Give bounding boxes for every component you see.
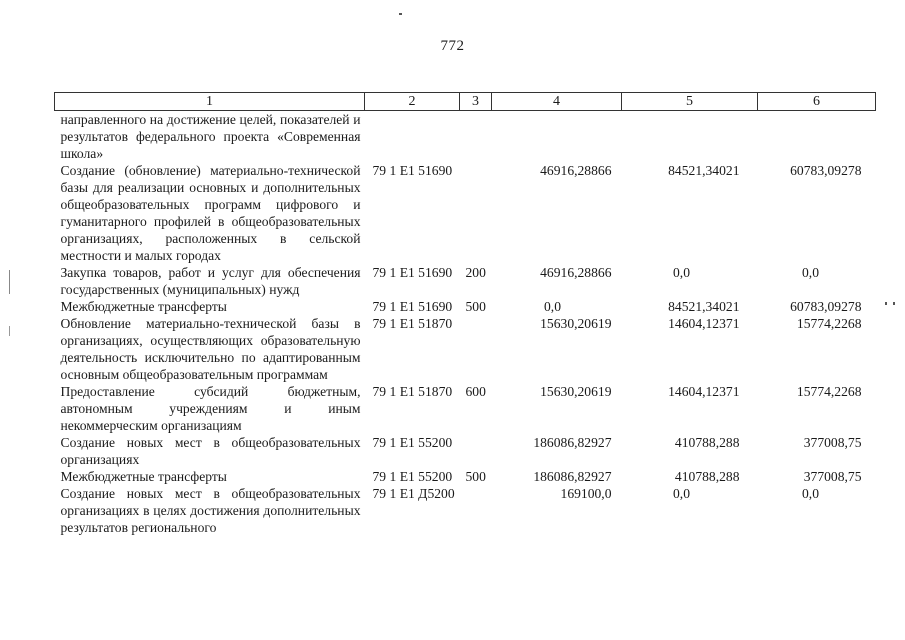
column-header-3: 3 <box>460 93 492 111</box>
table-row <box>55 264 876 298</box>
row-value-col6: 60783,09278 <box>790 163 862 178</box>
scan-speck <box>885 302 887 305</box>
row-expense-type: 500 <box>465 469 486 484</box>
row-value-col5: 0,0 <box>673 265 690 280</box>
row-value-col4: 15630,20619 <box>540 316 612 331</box>
row-value-col5: 410788,288 <box>674 435 740 450</box>
row-name: Обновление материально-технической базы в организациях, осуществляющих образовательную деятельность исключительно по адаптированным основным общеобразовательным программам <box>60 316 361 382</box>
row-name: Создание новых мест в общеобразовательных организациях в целях достижения дополнительных результатов регионального <box>60 486 361 535</box>
row-value-col4: 46916,28866 <box>540 265 612 280</box>
row-expense-type <box>460 315 492 383</box>
row-value-col6: 60783,09278 <box>790 299 862 314</box>
row-value-col6: 0,0 <box>802 265 819 280</box>
scan-speck <box>399 13 402 15</box>
row-value-col6: 0,0 <box>802 486 819 501</box>
row-name: направленного на достижение целей, показателей и результатов федерального проекта «Современная школа» <box>60 112 361 161</box>
row-code: 79 1 Е1 51690 <box>372 299 453 314</box>
row-name: Предоставление субсидий бюджетным, автономным учреждениям и иным некоммерческим организациям <box>60 384 361 433</box>
column-header-6: 6 <box>758 93 876 111</box>
row-value-col5 <box>622 111 758 163</box>
row-code: 79 1 Е1 51870 <box>372 316 453 331</box>
table-row <box>55 162 876 264</box>
row-expense-type <box>460 162 492 264</box>
row-value-col4 <box>492 111 622 163</box>
row-value-col6: 377008,75 <box>803 469 862 484</box>
row-name: Межбюджетные трансферты <box>60 469 227 484</box>
scan-speck <box>9 326 10 336</box>
row-value-col4: 15630,20619 <box>540 384 612 399</box>
row-value-col5: 84521,34021 <box>668 299 740 314</box>
table-row <box>55 468 876 485</box>
row-name: Создание (обновление) материально-технической базы для реализации основных и дополнительных общеобразовательных программ цифрового и гуманитарного профилей в общеобразовательных организациях, расположенных в сельской местности и малых городах <box>60 163 361 263</box>
row-code: 79 1 Е1 51690 <box>372 163 453 178</box>
row-value-col4: 46916,28866 <box>540 163 612 178</box>
row-value-col5: 84521,34021 <box>668 163 740 178</box>
row-value-col6: 15774,2268 <box>796 316 862 331</box>
row-expense-type: 600 <box>465 384 486 399</box>
column-header-5: 5 <box>622 93 758 111</box>
row-code <box>365 111 460 163</box>
row-expense-type: 200 <box>465 265 486 280</box>
page-number: 772 <box>440 38 465 54</box>
row-expense-type <box>460 111 492 163</box>
row-code: 79 1 Е1 51690 <box>372 265 453 280</box>
scan-speck <box>893 302 895 305</box>
row-value-col4: 186086,82927 <box>533 435 612 450</box>
table-row <box>55 383 876 434</box>
table-row <box>55 111 876 163</box>
column-header-4: 4 <box>492 93 622 111</box>
row-value-col5: 0,0 <box>673 486 690 501</box>
table-row <box>55 434 876 468</box>
row-name: Закупка товаров, работ и услуг для обеспечения государственных (муниципальных) нужд <box>60 265 361 297</box>
row-value-col5: 410788,288 <box>674 469 740 484</box>
row-value-col5: 14604,12371 <box>668 316 740 331</box>
row-code: 79 1 Е1 55200 <box>372 435 453 450</box>
row-value-col6: 15774,2268 <box>796 384 862 399</box>
row-expense-type <box>460 485 492 536</box>
table-header-row <box>55 93 876 111</box>
row-expense-type <box>460 434 492 468</box>
row-code: 79 1 Е1 Д5200 <box>372 486 455 501</box>
table-row <box>55 298 876 315</box>
row-code: 79 1 Е1 55200 <box>372 469 453 484</box>
row-expense-type: 500 <box>465 299 486 314</box>
column-header-1: 1 <box>55 93 365 111</box>
budget-table <box>54 92 876 536</box>
row-value-col6 <box>758 111 876 163</box>
row-value-col4: 169100,0 <box>560 486 612 501</box>
table-row <box>55 485 876 536</box>
row-code: 79 1 Е1 51870 <box>372 384 453 399</box>
row-value-col4: 186086,82927 <box>533 469 612 484</box>
table-row <box>55 315 876 383</box>
row-name: Межбюджетные трансферты <box>60 299 227 314</box>
row-value-col6: 377008,75 <box>803 435 862 450</box>
column-header-2: 2 <box>365 93 460 111</box>
row-value-col4: 0,0 <box>544 299 561 314</box>
row-name: Создание новых мест в общеобразовательных организациях <box>60 435 361 467</box>
row-value-col5: 14604,12371 <box>668 384 740 399</box>
scan-speck <box>9 270 10 294</box>
